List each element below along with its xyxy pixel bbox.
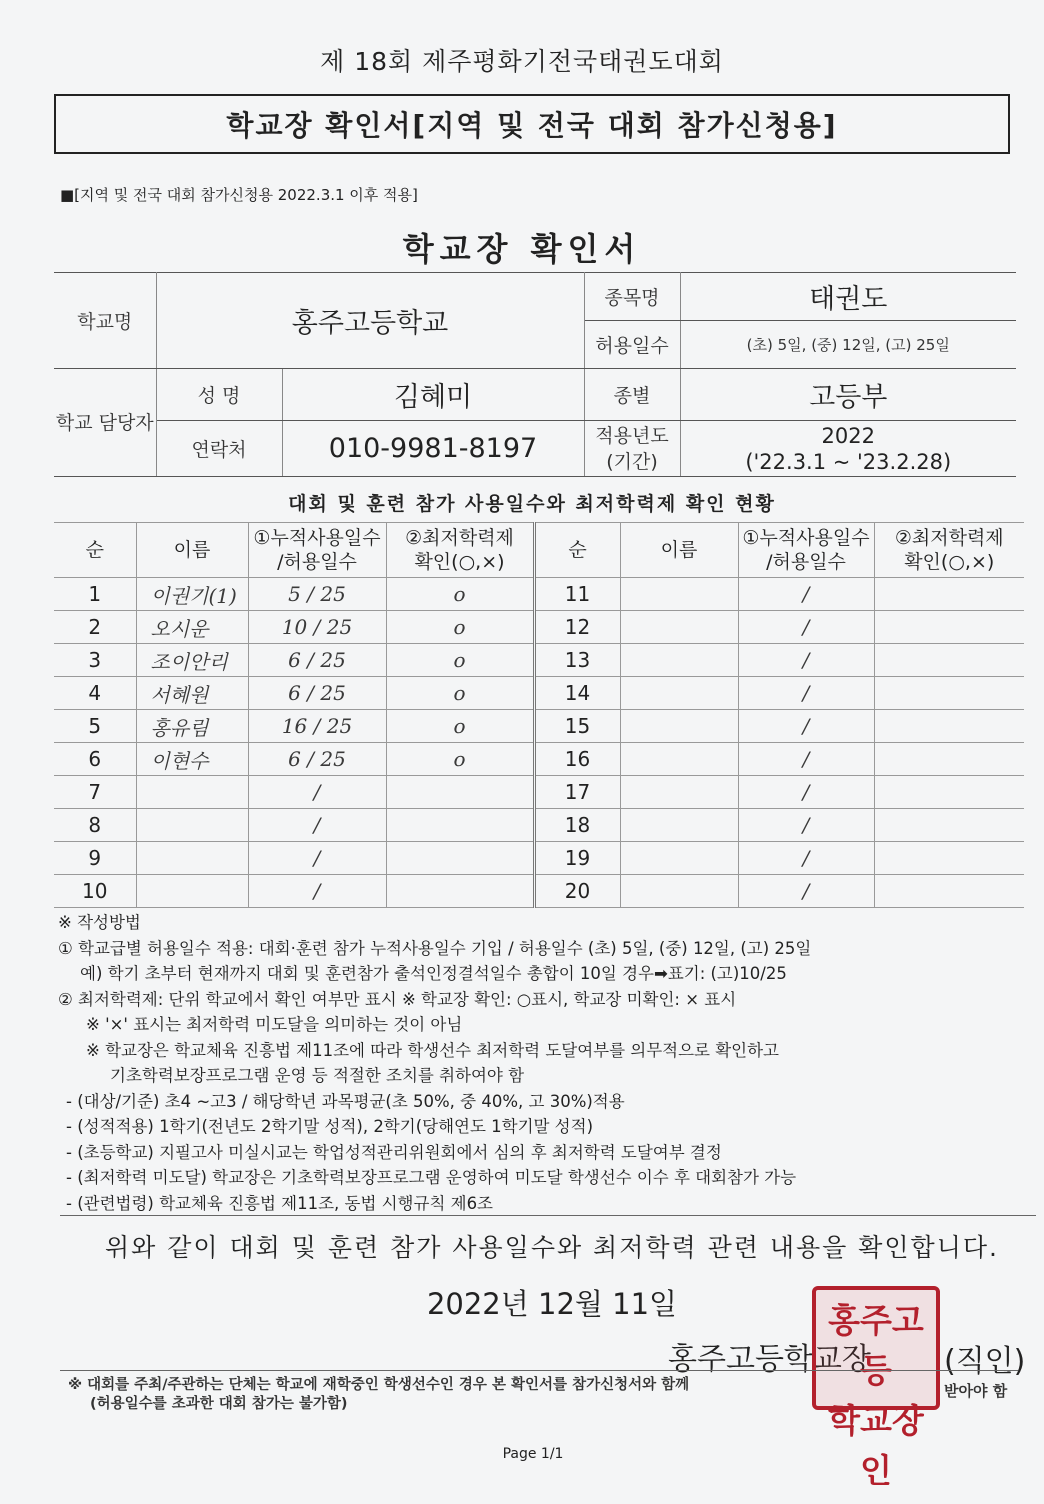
seal-line-2: 학교장인 <box>828 1401 924 1490</box>
row-days: 6 / 25 <box>248 743 386 776</box>
row-days: / <box>248 875 386 908</box>
row-name <box>620 710 738 743</box>
row-days: / <box>248 842 386 875</box>
header-no-right: 순 <box>534 523 620 578</box>
row-days: / <box>738 611 874 644</box>
row-check <box>874 809 1024 842</box>
row-name <box>136 842 248 875</box>
row-check <box>874 677 1024 710</box>
row-check: o <box>386 710 534 743</box>
header-check-line2: 확인(○,×) <box>414 551 505 573</box>
year-value: 2022 <box>821 423 875 448</box>
method-line: ※ '×' 표시는 최저학력 미도달을 의미하는 것이 아님 <box>86 1015 463 1034</box>
document-title: 학교장 확인서[지역 및 전국 대회 참가신청용] <box>226 109 838 142</box>
status-table-body <box>54 578 1024 908</box>
row-name <box>620 875 738 908</box>
confirmation-statement: 위와 같이 대회 및 훈련 참가 사용일수와 최저학력 관련 내용을 확인합니다. <box>105 1233 999 1262</box>
header-days-left <box>248 523 386 578</box>
row-name <box>620 578 738 611</box>
method-title: ※ 작성방법 <box>58 913 141 932</box>
row-name <box>620 776 738 809</box>
table-row <box>54 743 1024 776</box>
row-check <box>874 644 1024 677</box>
row-check <box>386 809 534 842</box>
row-name <box>620 611 738 644</box>
row-no: 17 <box>534 776 620 809</box>
school-name-value: 홍주고등학교 <box>156 273 584 369</box>
row-days: / <box>738 776 874 809</box>
header-days-right <box>738 523 874 578</box>
header-name-left: 이름 <box>136 523 248 578</box>
header-check-line2: 확인(○,×) <box>904 551 995 573</box>
year-label: 적용년도 (기간) <box>584 421 680 477</box>
method-line: - (최저학력 미도달) 학교장은 기초학력보장프로그램 운영하여 미도달 학생선수 이수 후 대회참가 가능 <box>66 1168 797 1187</box>
header-check-line1: ②최저학력제 <box>894 527 1004 549</box>
header-days-line2: /허용일수 <box>277 551 357 573</box>
row-check: o <box>386 743 534 776</box>
row-no: 10 <box>54 875 136 908</box>
row-no: 7 <box>54 776 136 809</box>
contact-value: 010-9981-8197 <box>282 421 584 477</box>
method-line: - (대상/기준) 초4 ~고3 / 해당학년 과목평균(초 50%, 중 40%, 고 30%)적용 <box>66 1091 625 1111</box>
row-days: / <box>738 875 874 908</box>
row-no: 5 <box>54 710 136 743</box>
contact-label: 연락처 <box>156 421 282 477</box>
row-days: / <box>738 710 874 743</box>
footer-separator-line <box>60 1370 1018 1371</box>
page-number: Page 1/1 <box>502 1446 564 1462</box>
main-title: 학교장 확인서 <box>402 230 642 268</box>
method-line: 예) 학기 초부터 현재까지 대회 및 훈련참가 출석인정결석일수 총합이 10일 경우➡표기: (고)10/25 <box>80 964 787 983</box>
school-info-table <box>54 272 1016 477</box>
row-days: / <box>248 776 386 809</box>
row-no: 18 <box>534 809 620 842</box>
year-period-cell <box>680 421 1016 477</box>
row-days: / <box>738 677 874 710</box>
method-line: 기초학력보장프로그램 운영 등 적절한 조치를 취하여야 함 <box>110 1066 525 1085</box>
applicability-notice: ■[지역 및 전국 대회 참가신청용 2022.3.1 이후 적용] <box>60 186 418 204</box>
row-name: 이현수 <box>136 743 248 776</box>
row-check <box>386 875 534 908</box>
row-name <box>620 644 738 677</box>
header-check-line1: ②최저학력제 <box>405 527 514 549</box>
row-no: 11 <box>534 578 620 611</box>
row-days: 10 / 25 <box>248 611 386 644</box>
row-name <box>620 842 738 875</box>
row-no: 20 <box>534 875 620 908</box>
table-row <box>54 842 1024 875</box>
row-check <box>874 842 1024 875</box>
sport-value: 태권도 <box>680 273 1016 321</box>
row-no: 16 <box>534 743 620 776</box>
row-name: 조이안리 <box>136 644 248 677</box>
row-name <box>620 743 738 776</box>
manager-label: 학교 담당자 <box>54 369 156 477</box>
method-line: - (초등학교) 지필고사 미실시교는 학업성적관리위원회에서 심의 후 최저학력 도달여부 결정 <box>66 1142 722 1162</box>
row-check: o <box>386 578 534 611</box>
issue-date: 2022년 12월 11일 <box>426 1287 678 1321</box>
header-no-left: 순 <box>54 523 136 578</box>
method-line: ※ 학교장은 학교체육 진흥법 제11조에 따라 학생선수 최저학력 도달여부를 의무적으로 확인하고 <box>86 1040 779 1060</box>
table-row <box>54 578 1024 611</box>
header-days-line1: ①누적사용일수 <box>742 527 870 549</box>
sport-label: 종목명 <box>584 273 680 321</box>
method-line: ① 학교급별 허용일수 적용: 대회·훈련 참가 누적사용일수 기입 / 허용일수 (초) 5일, (중) 12일, (고) 25일 <box>58 938 812 958</box>
name-value: 김혜미 <box>282 369 584 421</box>
row-days: / <box>248 809 386 842</box>
row-no: 8 <box>54 809 136 842</box>
table-row <box>54 710 1024 743</box>
row-no: 2 <box>54 611 136 644</box>
row-name <box>620 809 738 842</box>
row-no: 15 <box>534 710 620 743</box>
status-table-title: 대회 및 훈련 참가 사용일수와 최저학력제 확인 현황 <box>288 493 776 515</box>
row-name <box>136 875 248 908</box>
row-name: 서혜원 <box>136 677 248 710</box>
row-check <box>874 611 1024 644</box>
period-value: ('22.3.1 ~ '23.2.28) <box>745 449 952 474</box>
method-line: - (성적적용) 1학기(전년도 2학기말 성적), 2학기(당해연도 1학기말 성적) <box>66 1117 594 1136</box>
row-check <box>386 842 534 875</box>
header-check-right <box>874 523 1024 578</box>
method-line: ② 최저학력제: 단위 학교에서 확인 여부만 표시 ※ 학교장 확인: ○표시, 학교장 미확인: × 표시 <box>58 989 737 1009</box>
row-days: / <box>738 743 874 776</box>
row-check <box>874 743 1024 776</box>
row-check <box>874 710 1024 743</box>
seal-label: (직인) <box>944 1344 1026 1379</box>
header-days-line2: /허용일수 <box>766 551 846 573</box>
row-days: / <box>738 644 874 677</box>
row-no: 1 <box>54 578 136 611</box>
row-days: / <box>738 842 874 875</box>
allowed-days-label: 허용일수 <box>584 321 680 369</box>
row-days: / <box>738 809 874 842</box>
school-name-label: 학교명 <box>54 273 156 369</box>
row-check <box>874 578 1024 611</box>
row-check <box>386 776 534 809</box>
row-days: 6 / 25 <box>248 677 386 710</box>
row-no: 14 <box>534 677 620 710</box>
row-name <box>620 677 738 710</box>
row-days: / <box>738 578 874 611</box>
footnote-tail: 받아야 함 <box>944 1382 1008 1400</box>
row-name: 이권기(1) <box>136 578 248 611</box>
table-row <box>54 644 1024 677</box>
event-title: 제 18회 제주평화기전국태권도대회 <box>320 47 724 76</box>
document-title-box <box>54 94 1010 154</box>
status-table <box>54 522 1024 908</box>
table-row <box>54 809 1024 842</box>
footnote-line-1: ※ 대회를 주최/주관하는 단체는 학교에 재학중인 학생선수인 경우 본 확인서를 참가신청서와 함께 <box>68 1377 690 1393</box>
table-row <box>54 875 1024 908</box>
row-check: o <box>386 677 534 710</box>
signer-name: 홍주고등학교장 <box>668 1342 871 1377</box>
row-days: 16 / 25 <box>248 710 386 743</box>
separator-line <box>60 1215 1036 1216</box>
header-name-right: 이름 <box>620 523 738 578</box>
row-name: 홍유림 <box>136 710 248 743</box>
row-days: 5 / 25 <box>248 578 386 611</box>
footnote-line-2: (허용일수를 초과한 대회 참가는 불가함) <box>90 1396 348 1412</box>
row-name: 오시운 <box>136 611 248 644</box>
row-no: 3 <box>54 644 136 677</box>
category-value: 고등부 <box>680 369 1016 421</box>
row-check <box>874 776 1024 809</box>
header-check-left <box>386 523 534 578</box>
footnote <box>68 1376 1028 1414</box>
row-check: o <box>386 644 534 677</box>
row-no: 9 <box>54 842 136 875</box>
row-days: 6 / 25 <box>248 644 386 677</box>
row-name <box>136 776 248 809</box>
row-check: o <box>386 611 534 644</box>
allowed-days-value: (초) 5일, (중) 12일, (고) 25일 <box>680 321 1016 369</box>
row-no: 6 <box>54 743 136 776</box>
row-no: 13 <box>534 644 620 677</box>
row-check <box>874 875 1024 908</box>
row-no: 19 <box>534 842 620 875</box>
seal-line-1: 홍주고등 <box>828 1301 924 1390</box>
method-line: - (관련법령) 학교체육 진흥법 제11조, 동법 시행규칙 제6조 <box>66 1193 493 1213</box>
row-no: 4 <box>54 677 136 710</box>
table-row <box>54 611 1024 644</box>
table-row <box>54 776 1024 809</box>
row-no: 12 <box>534 611 620 644</box>
name-label: 성 명 <box>156 369 282 421</box>
header-days-line1: ①누적사용일수 <box>253 527 381 549</box>
writing-method-section <box>58 910 1028 1216</box>
category-label: 종별 <box>584 369 680 421</box>
table-row <box>54 677 1024 710</box>
row-name <box>136 809 248 842</box>
